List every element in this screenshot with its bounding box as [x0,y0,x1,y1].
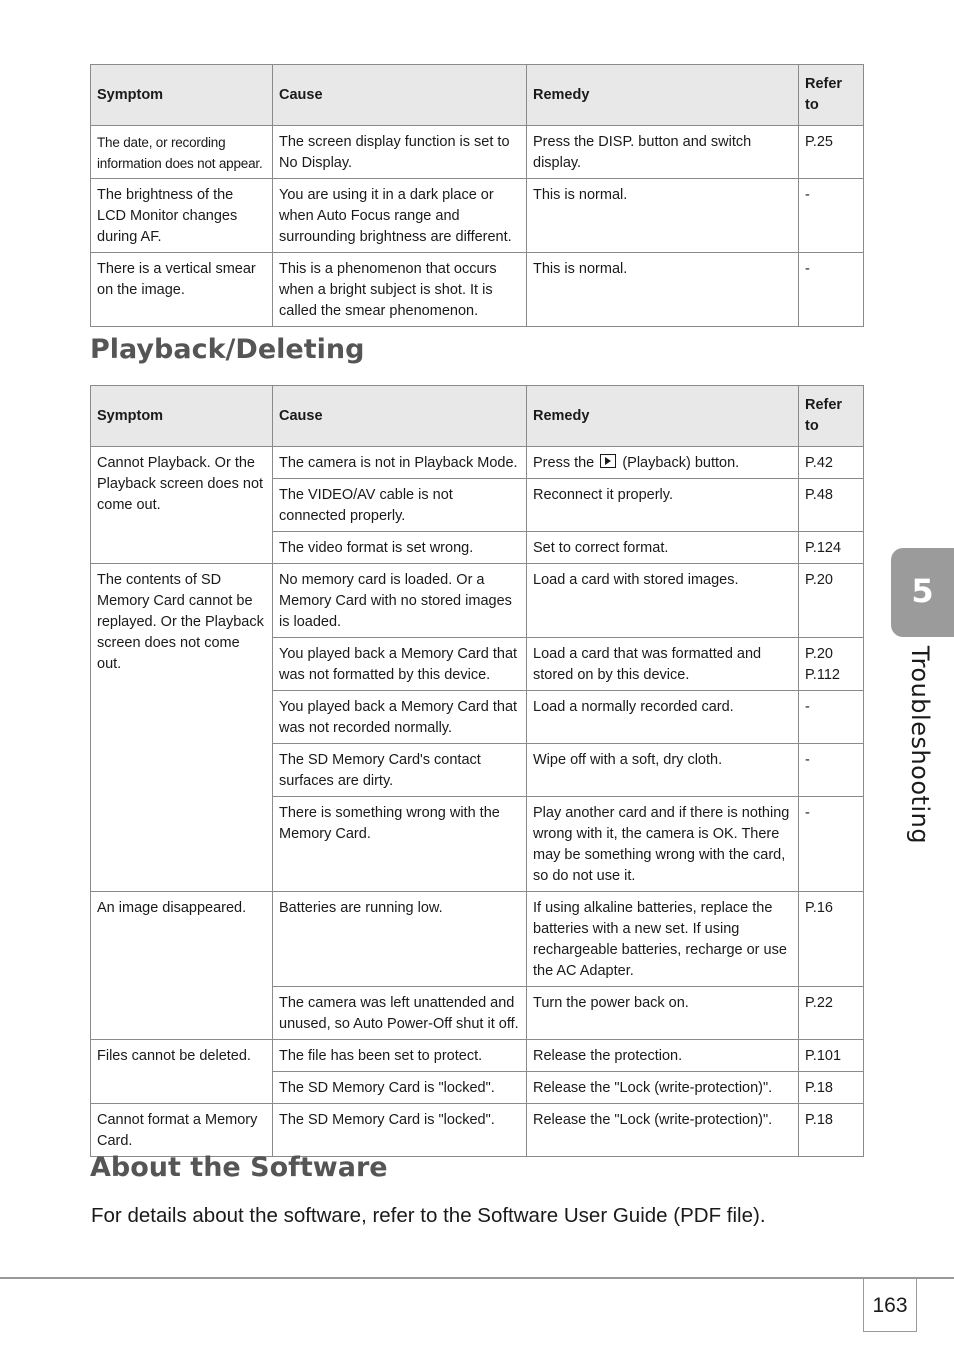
refer-cell: - [799,253,864,327]
refer-cell: P.42 [799,447,864,479]
table-row [91,564,864,638]
header-remedy: Remedy [527,386,799,447]
chapter-tab [891,548,954,637]
refer-cell: - [799,691,864,744]
refer-cell: - [799,797,864,892]
symptom-cell: Files cannot be deleted. [91,1040,273,1104]
remedy-cell: Release the protection. [527,1040,799,1072]
chapter-number: 5 [911,572,934,610]
remedy-cell [527,447,799,479]
refer-cell: P.16 [799,892,864,987]
remedy-cell: Release the "Lock (write-protection)". [527,1104,799,1157]
symptom-cell: The contents of SD Memory Card cannot be replayed. Or the Playback screen does not come out. [91,564,273,892]
cause-cell: The SD Memory Card is "locked". [273,1104,527,1157]
header-symptom: Symptom [91,65,273,126]
chapter-label: Troubleshooting [906,645,934,845]
remedy-cell: Release the "Lock (write-protection)". [527,1072,799,1104]
remedy-cell: Reconnect it properly. [527,479,799,532]
refer-cell: P.124 [799,532,864,564]
remedy-cell: This is normal. [527,253,799,327]
cause-cell: The video format is set wrong. [273,532,527,564]
cause-cell: The VIDEO/AV cable is not connected properly. [273,479,527,532]
table-row [91,447,864,479]
software-paragraph: For details about the software, refer to the Software User Guide (PDF file). [91,1204,766,1227]
table-row [91,179,864,253]
cause-cell: The file has been set to protect. [273,1040,527,1072]
cause-cell: No memory card is loaded. Or a Memory Card with no stored images is loaded. [273,564,527,638]
refer-cell: P.20 [799,564,864,638]
refer-cell: P.101 [799,1040,864,1072]
table-row [91,1040,864,1072]
cause-cell: You played back a Memory Card that was not formatted by this device. [273,638,527,691]
table-row [91,1104,864,1157]
cause-cell: The camera is not in Playback Mode. [273,447,527,479]
page-number-box [863,1278,917,1332]
symptom-cell: An image disappeared. [91,892,273,1040]
symptom-cell: There is a vertical smear on the image. [91,253,273,327]
remedy-cell: Turn the power back on. [527,987,799,1040]
remedy-cell: Load a card that was formatted and stored on by this device. [527,638,799,691]
table-row [91,253,864,327]
symptom-cell: The brightness of the LCD Monitor changes during AF. [91,179,273,253]
playback-icon [600,454,616,468]
remedy-cell: Press the DISP. button and switch display. [527,126,799,179]
symptom-cell: Cannot Playback. Or the Playback screen does not come out. [91,447,273,564]
cause-cell: The camera was left unattended and unused, so Auto Power-Off shut it off. [273,987,527,1040]
remedy-text: (Playback) button. [622,455,740,471]
footer-divider [0,1277,954,1279]
header-remedy: Remedy [527,65,799,126]
cause-cell: You are using it in a dark place or when Auto Focus range and surrounding brightness are different. [273,179,527,253]
remedy-text: Press the [533,455,595,471]
section-title-software: About the Software [90,1152,388,1183]
table-header-row [91,386,864,447]
page-number: 163 [872,1294,908,1317]
section-title-playback: Playback/Deleting [90,334,365,365]
cause-cell: This is a phenomenon that occurs when a bright subject is shot. It is called the smear phenomenon. [273,253,527,327]
refer-cell: - [799,179,864,253]
remedy-cell: Play another card and if there is nothing wrong with it, the camera is OK. There may be something wrong with the card, so do not use it. [527,797,799,892]
refer-cell: P.18 [799,1072,864,1104]
troubleshooting-table-1 [90,64,864,327]
table-row [91,126,864,179]
header-refer-to: Refer to [799,386,864,447]
remedy-cell: If using alkaline batteries, replace the batteries with a new set. If using rechargeable batteries, recharge or use the AC Adapter. [527,892,799,987]
cause-cell: The SD Memory Card is "locked". [273,1072,527,1104]
header-cause: Cause [273,65,527,126]
refer-cell: P.20 P.112 [799,638,864,691]
header-symptom: Symptom [91,386,273,447]
troubleshooting-table-2 [90,385,864,1157]
remedy-cell: Set to correct format. [527,532,799,564]
refer-cell: - [799,744,864,797]
table-row [91,892,864,987]
remedy-cell: Load a card with stored images. [527,564,799,638]
remedy-cell: Wipe off with a soft, dry cloth. [527,744,799,797]
symptom-cell: The date, or recording information does not appear. [91,126,273,179]
remedy-cell: Load a normally recorded card. [527,691,799,744]
cause-cell: There is something wrong with the Memory Card. [273,797,527,892]
cause-cell: Batteries are running low. [273,892,527,987]
refer-cell: P.18 [799,1104,864,1157]
symptom-cell: Cannot format a Memory Card. [91,1104,273,1157]
cause-cell: The SD Memory Card's contact surfaces are dirty. [273,744,527,797]
header-refer-to: Refer to [799,65,864,126]
cause-cell: You played back a Memory Card that was not recorded normally. [273,691,527,744]
cause-cell: The screen display function is set to No Display. [273,126,527,179]
header-cause: Cause [273,386,527,447]
table-header-row [91,65,864,126]
remedy-cell: This is normal. [527,179,799,253]
refer-cell: P.25 [799,126,864,179]
refer-cell: P.48 [799,479,864,532]
refer-cell: P.22 [799,987,864,1040]
